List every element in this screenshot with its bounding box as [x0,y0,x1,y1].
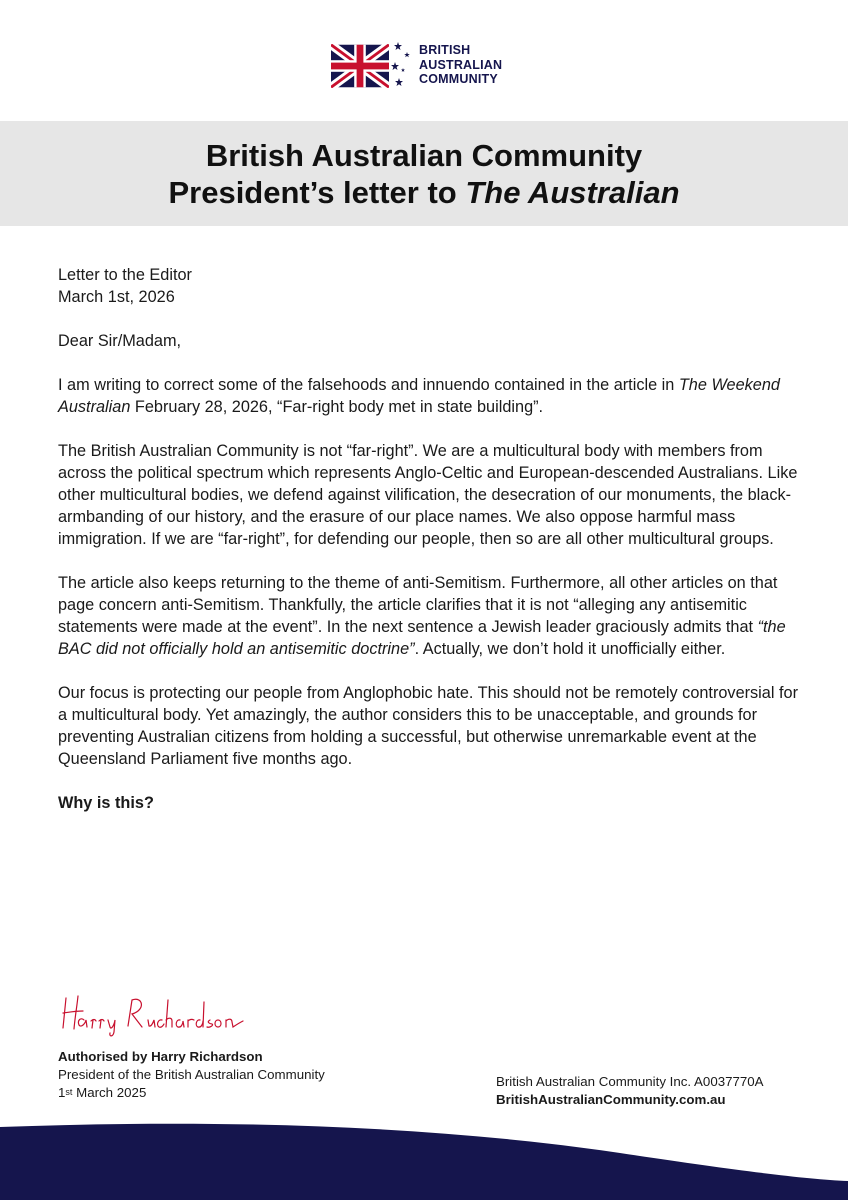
union-jack-flag-icon [331,44,389,88]
southern-cross-stars-icon [390,40,412,90]
paragraph-1-start: I am writing to correct some of the falsehoods and innuendo contained in the article in [58,376,679,394]
logo-wordmark [419,43,519,87]
organisation-website: BritishAustralianCommunity.com.au [496,1092,726,1107]
logo-line-2: AUSTRALIAN [419,57,503,72]
signatory-title: President of the British Australian Community [58,1067,325,1082]
signature-date-day: 1 [58,1085,66,1100]
signature-date-rest: March 2025 [72,1085,147,1100]
letter-body [58,264,798,814]
paragraph-4: Our focus is protecting our people from Anglophobic hate. This should not be remotely controversial for a multicultural body. Yet amazingly, the author considers this to be unacceptable, and grounds for preventing Australian citizens from holding a successful, but otherwise unremarkable event at the Queensland Parliament five months ago. [58,684,798,768]
organisation-registration: British Australian Community Inc. A0037770A [496,1074,764,1089]
logo-line-3: COMMUNITY [419,72,498,86]
paragraph-1-publication: The Weekend Australian [58,376,780,416]
page-title [0,137,848,211]
signature-date [58,1084,325,1102]
paragraph-3-quote: “the BAC did not officially hold an antisemitic doctrine” [58,618,786,658]
paragraph-1 [58,374,798,418]
signature-block [58,1048,325,1102]
organisation-block [496,1073,764,1109]
authorised-by: Authorised by Harry Richardson [58,1049,263,1064]
title-line-2 [0,174,848,211]
organisation-logo [331,40,521,90]
handwritten-signature [58,990,268,1040]
paragraph-3-start: The article also keeps returning to the theme of anti-Semitism. Furthermore, all other articles on that page concern anti-Semitism. Thankfully, the article clarifies that it is not “alleging any antisemitic statements were made at the event”. In the next sentence a Jewish leader graciously admits that [58,574,778,636]
signature-date-suffix: st [65,1087,73,1097]
footer-wave [0,1105,848,1200]
publication-name: The Australian [465,175,680,210]
paragraph-1-end: February 28, 2026, “Far-right body met in state building”. [130,398,544,416]
title-line-1: British Australian Community [205,138,643,173]
paragraph-3-end: . Actually, we don’t hold it unofficially either. [414,640,726,658]
letter-date: March 1st, 2026 [58,288,175,306]
closing-question: Why is this? [58,794,154,812]
logo-line-1: BRITISH [419,43,471,57]
salutation: Dear Sir/Madam, [58,332,182,350]
letter-heading: Letter to the Editor [58,266,192,284]
paragraph-2: The British Australian Community is not “far-right”. We are a multicultural body with members from across the political spectrum which represents Anglo-Celtic and European-descended Australians. Like other multicultural bodies, we defend against vilification, the desecration of our monuments, the black-armbanding of our history, and the erasure of our place names. We also oppose harmful mass immigration. If we are “far-right”, for defending our people, then so are all other multicultural groups. [58,442,798,548]
title-banner [0,121,848,226]
title-line-2-prefix: President’s letter to [168,175,466,210]
paragraph-3 [58,572,798,660]
